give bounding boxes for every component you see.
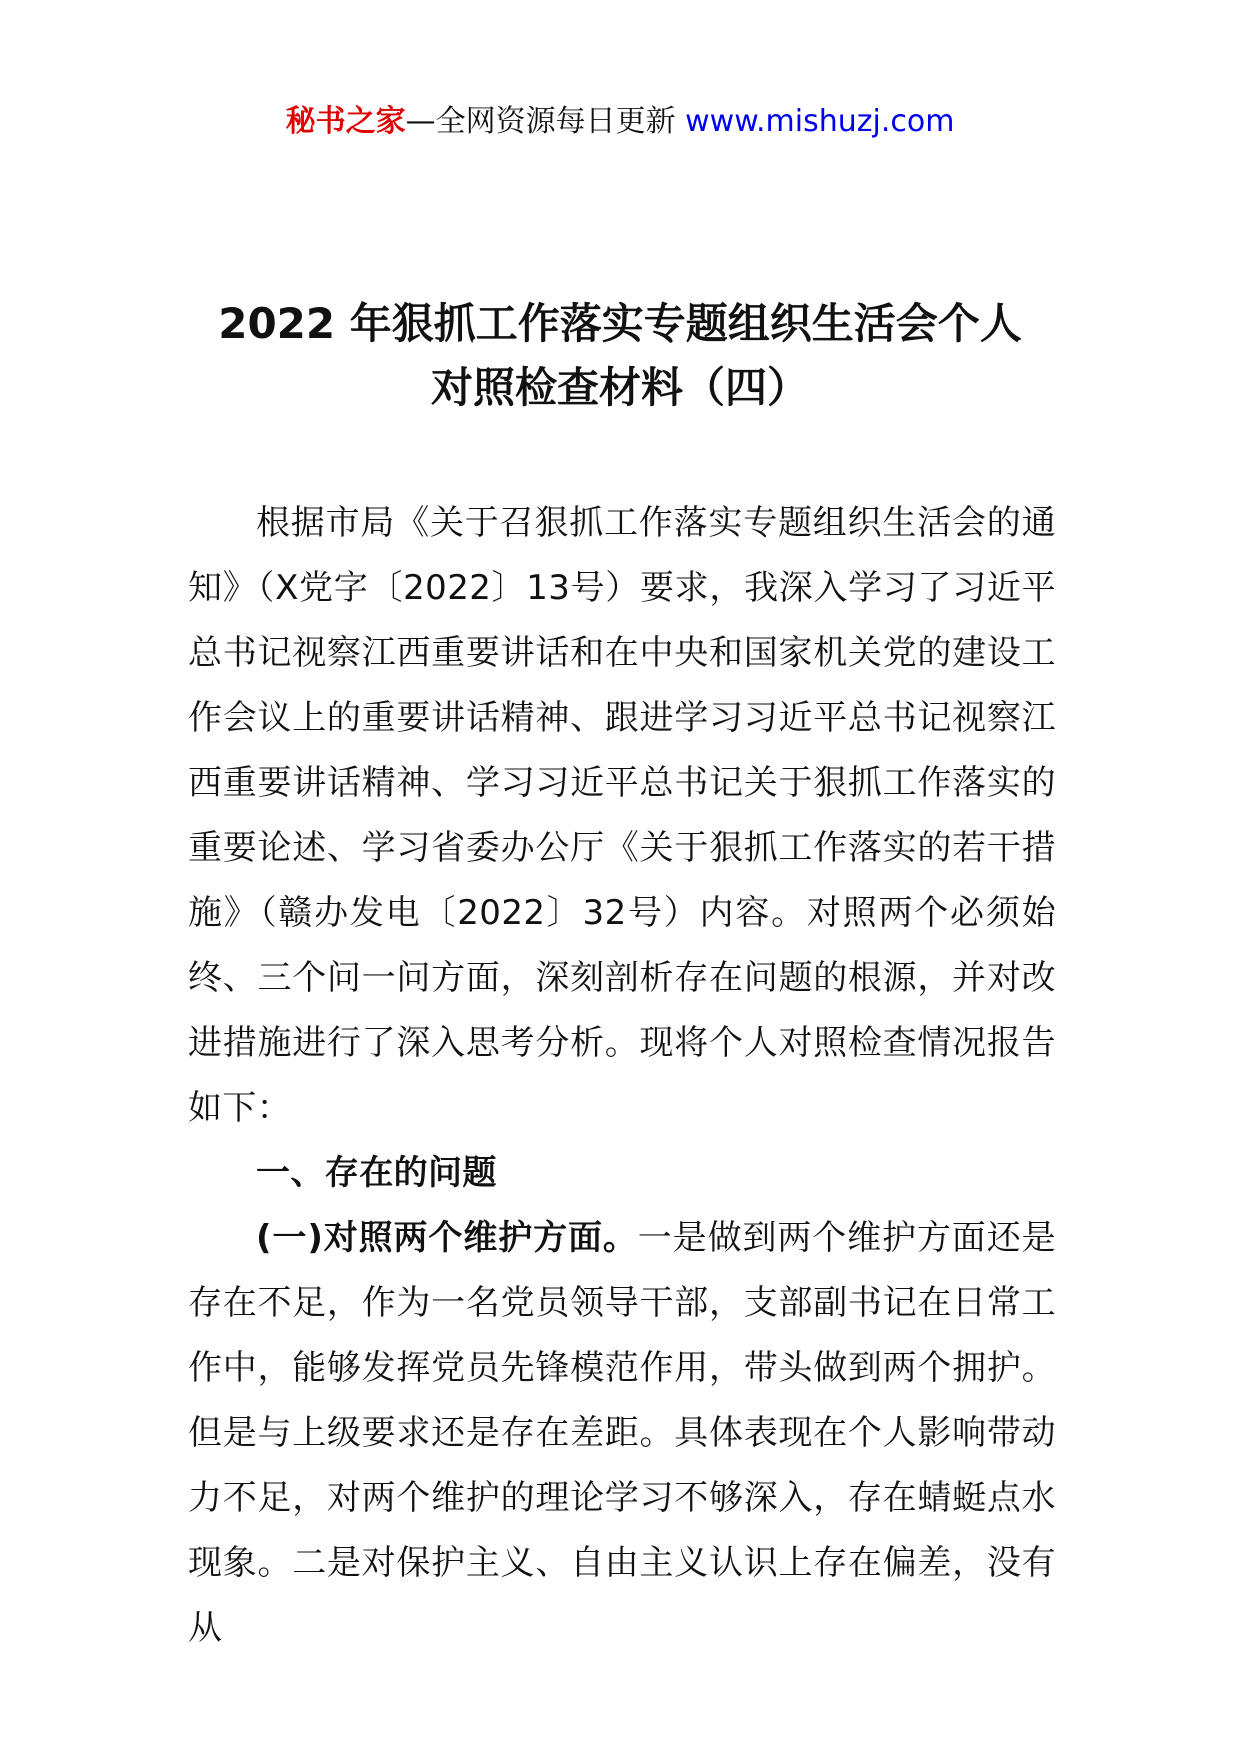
document-body xyxy=(188,491,1056,1661)
title-line-1: 2022 年狠抓工作落实专题组织生活会个人 xyxy=(218,299,1022,348)
title-line-2: 对照检查材料（四） xyxy=(430,363,809,412)
brand-name: 秘书之家 xyxy=(285,104,406,139)
document-title xyxy=(150,292,1090,420)
item-lead: (一)对照两个维护方面。 xyxy=(256,1218,638,1258)
header-tagline: —全网资源每日更新 xyxy=(405,104,676,139)
section-heading: 一、存在的问题 xyxy=(256,1153,497,1193)
site-header xyxy=(0,100,1240,144)
item-paragraph xyxy=(188,1206,1056,1661)
site-url-link[interactable]: www.mishuzj.com xyxy=(685,104,955,139)
intro-paragraph: 根据市局《关于召狠抓工作落实专题组织生活会的通知》（X党字〔2022〕13号）要求，我深入学习了习近平总书记视察江西重要讲话和在中央和国家机关党的建设工作会议上的重要讲话精神、跟进学习习近平总书记视察江西重要讲话精神、学习习近平总书记关于狠抓工作落实的重要论述、学习省委办公厅《关于狠抓工作落实的若干措施》（赣办发电〔2022〕32号）内容。对照两个必须始终、三个问一问方面，深刻剖析存在问题的根源，并对改进措施进行了深入思考分析。现将个人对照检查情况报告如下： xyxy=(188,503,1056,1128)
item-text: 一是做到两个维护方面还是存在不足，作为一名党员领导干部，支部副书记在日常工作中，能够发挥党员先锋模范作用，带头做到两个拥护。但是与上级要求还是存在差距。具体表现在个人影响带动力不足，对两个维护的理论学习不够深入，存在蜻蜓点水现象。二是对保护主义、自由主义认识上存在偏差，没有从 xyxy=(188,1218,1056,1648)
